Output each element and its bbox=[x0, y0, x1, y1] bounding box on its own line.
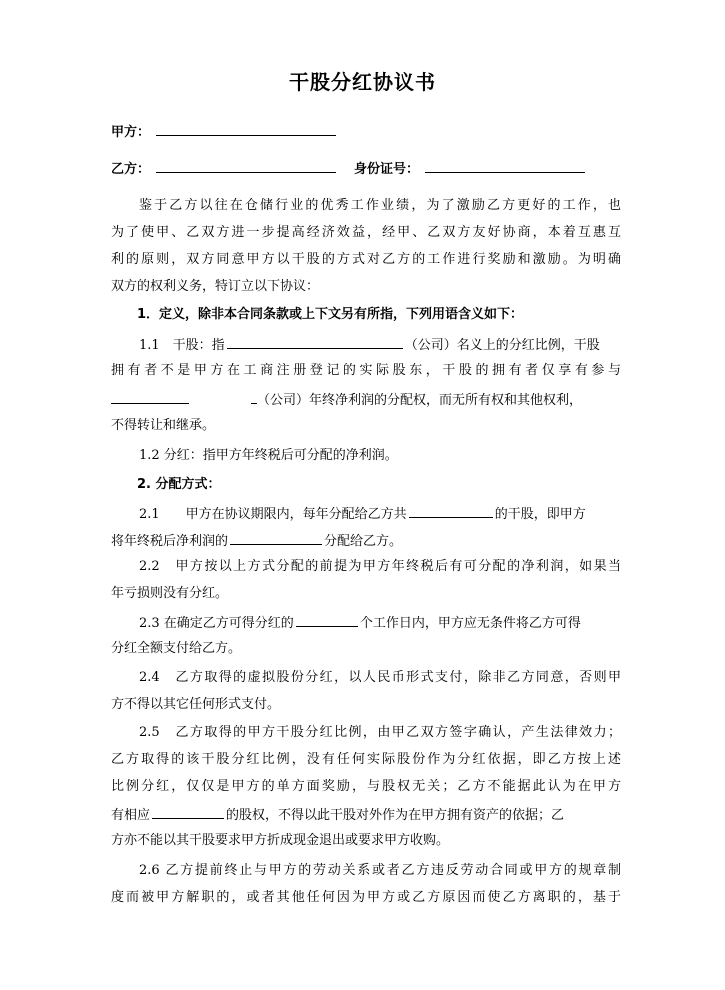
clause-2-3-line-1 bbox=[111, 612, 621, 634]
party-b-row bbox=[111, 158, 621, 180]
company-name-blank-1 bbox=[227, 334, 403, 349]
clause-2-5-line-2: 乙方取得的该干股分红比例，没有任何实际股份作为分红依据，即乙方按上述 bbox=[111, 752, 621, 767]
party-a-label: 甲方： bbox=[111, 125, 151, 140]
clause-2-5-text-a: 有相应 bbox=[111, 808, 151, 823]
clause-2-1-text-a: 2.1 甲方在协议期限内，每年分配给乙方共 bbox=[139, 507, 407, 522]
party-a-blank bbox=[156, 121, 336, 136]
clause-2-2-line-1: 2.2 甲方按以上方式分配的前提为甲方年终税后有可分配的净利润，如果当 bbox=[139, 559, 621, 574]
clause-2-5-line-1: 2.5 乙方取得的甲方干股分红比例，由甲乙双方签字确认，产生法律效力； bbox=[139, 725, 621, 740]
clause-2-1-line-1 bbox=[111, 503, 621, 525]
clause-2-2-line-2: 年亏损则没有分红。 bbox=[111, 586, 229, 601]
clause-2-5-line-5: 方亦不能以其干股要求甲方折成现金退出或要求甲方收购。 bbox=[111, 833, 450, 848]
company-name-blank-2 bbox=[111, 389, 189, 404]
intro-line-2: 为了使甲、乙双方进一步提高经济效益，经甲、乙双方友好协商，本着互惠互 bbox=[111, 225, 621, 240]
clause-2-3-text-b: 个工作日内，甲方应无条件将乙方可得 bbox=[359, 616, 581, 631]
clause-1-1-line-2: 拥有者不是甲方在工商注册登记的实际股东，干股的拥有者仅享有参与 bbox=[111, 363, 621, 378]
party-a-row bbox=[111, 121, 621, 143]
party-b-label: 乙方： bbox=[111, 162, 151, 177]
clause-2-5-line-4 bbox=[111, 804, 621, 826]
share-ratio-blank bbox=[409, 503, 493, 518]
profit-ratio-blank bbox=[230, 530, 322, 545]
clause-1-1-line-1 bbox=[111, 334, 621, 356]
clause-2-4-line-1: 2.4 乙方取得的虚拟股份分红，以人民币形式支付，除非乙方同意，否则甲 bbox=[139, 670, 621, 685]
clause-1-1-text-c: （公司）年终净利润的分配权，而无所有权和其他权利， bbox=[257, 393, 583, 408]
intro-line-1: 鉴于乙方以往在仓储行业的优秀工作业绩，为了激励乙方更好的工作，也 bbox=[139, 198, 621, 213]
workdays-blank bbox=[296, 612, 358, 627]
party-b-blank bbox=[156, 158, 336, 173]
clause-1-1-line-4: 不得转让和继承。 bbox=[111, 418, 216, 433]
section-2-heading: 2. 分配方式： bbox=[137, 477, 221, 492]
clause-2-6-line-2: 度而被甲方解职的，或者其他任何因为甲方或乙方原因而使乙方离职的，基于 bbox=[111, 890, 621, 905]
clause-2-5-text-b: 的股权，不得以此干股对外作为在甲方拥有资产的依据；乙 bbox=[226, 808, 565, 823]
intro-line-4: 双方的权利义务，特订立以下协议： bbox=[111, 279, 320, 294]
section-1-heading: 1．定义，除非本合同条款或上下文另有所指，下列用语含义如下： bbox=[137, 307, 524, 322]
intro-line-3: 利的原则，双方同意甲方以干股的方式对乙方的工作进行奖励和激励。为明确 bbox=[111, 252, 621, 267]
clause-1-2: 1.2 分红：指甲方年终税后可分配的净利润。 bbox=[139, 448, 398, 463]
clause-2-1-text-d: 分配给乙方。 bbox=[324, 534, 403, 549]
id-number-label: 身份证号： bbox=[354, 162, 420, 177]
clause-2-3-line-2: 分红全额支付给乙方。 bbox=[111, 641, 242, 656]
clause-2-3-text-a: 2.3 在确定乙方可得分红的 bbox=[139, 616, 294, 631]
clause-2-1-line-2 bbox=[111, 530, 621, 552]
clause-2-1-text-b: 的干股，即甲方 bbox=[494, 507, 586, 522]
clause-1-1-line-3 bbox=[111, 389, 621, 411]
id-number-blank bbox=[425, 158, 585, 173]
clause-2-1-text-c: 将年终税后净利润的 bbox=[111, 534, 229, 549]
clause-2-5-line-3: 比例分红，仅仅是甲方的单方面奖励，与股权无关；乙方不能据此认为在甲方 bbox=[111, 779, 621, 794]
clause-2-6-line-1: 2.6 乙方提前终止与甲方的劳动关系或者乙方违反劳动合同或甲方的规章制 bbox=[139, 863, 621, 878]
clause-1-1-text-a: 1.1 干股：指 bbox=[139, 338, 225, 353]
clause-2-4-line-2: 方不得以其它任何形式支付。 bbox=[111, 697, 281, 712]
document-title: 干股分红协议书 bbox=[289, 70, 436, 94]
clause-1-1-text-b: （公司）名义上的分红比例，干股 bbox=[404, 338, 600, 353]
equity-blank bbox=[152, 804, 224, 819]
